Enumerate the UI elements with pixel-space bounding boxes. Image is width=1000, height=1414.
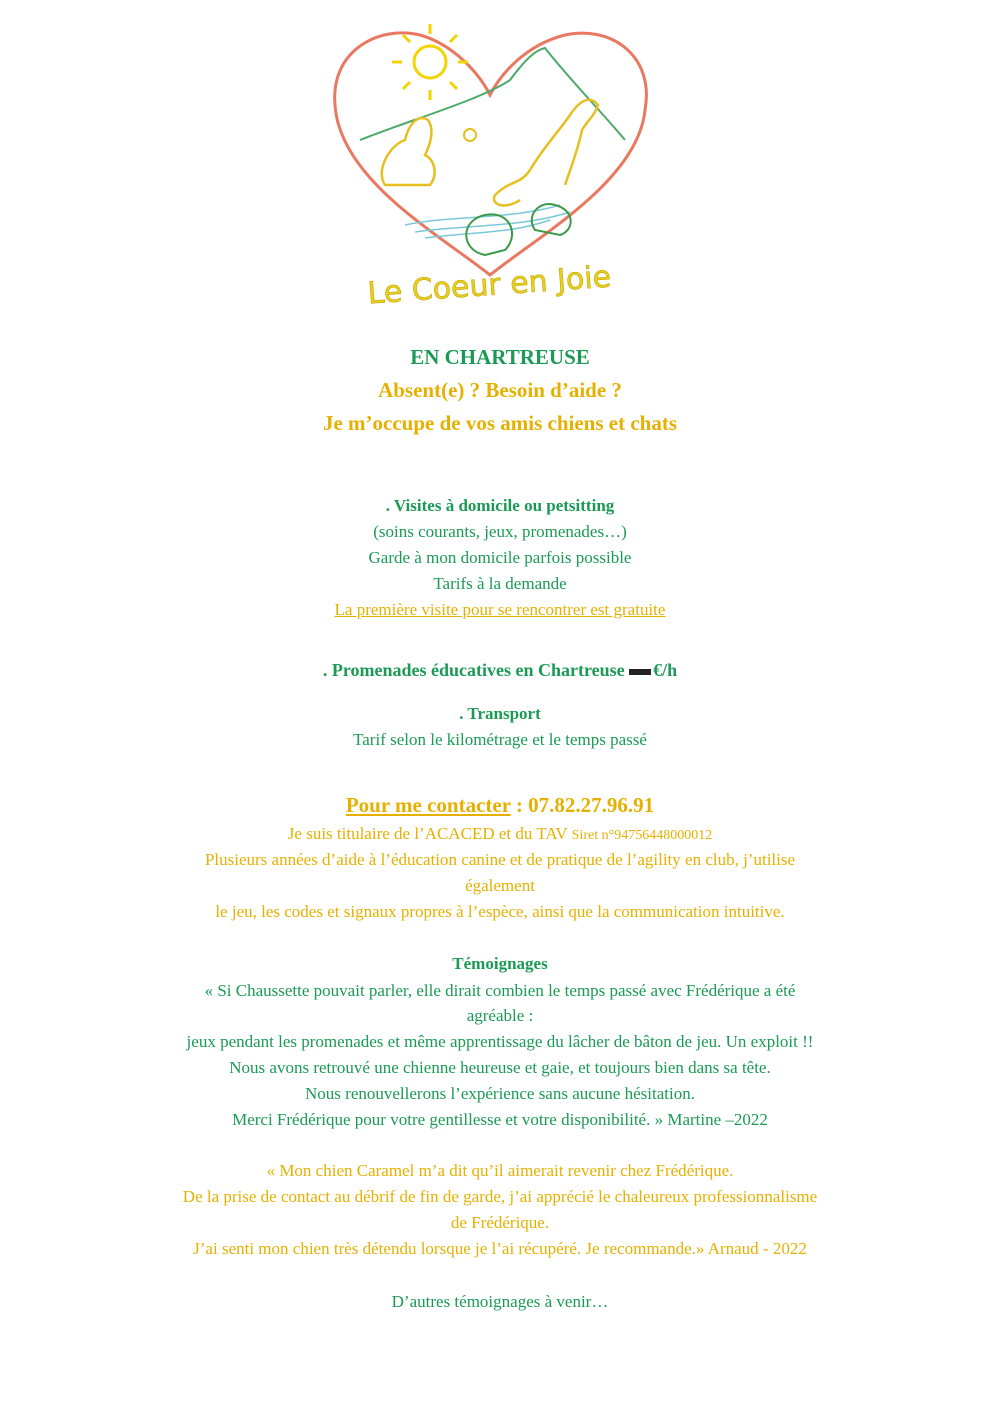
experience-3: le jeu, les codes et signaux propres à l’espèce, ainsi que la communication intuitive. — [215, 902, 785, 921]
home-care: Garde à mon domicile parfois possible — [368, 548, 632, 567]
tagline-1: Absent(e) ? Besoin d’aide ? — [378, 378, 622, 402]
qualifications-line — [0, 824, 1000, 846]
testimonial-1-line: Merci Frédérique pour votre gentillesse et votre disponibilité. » Martine –2022 — [232, 1110, 768, 1129]
sun-icon — [392, 24, 468, 100]
testimonial-1-line: Nous renouvellerons l’expérience sans aucune hésitation. — [305, 1084, 695, 1103]
logo-wordmark-group — [330, 250, 650, 330]
more-testimonials: D’autres témoignages à venir… — [391, 1292, 609, 1311]
transport-title: . Transport — [459, 704, 541, 723]
experience-2: également — [465, 876, 535, 895]
experience-1: Plusieurs années d’aide à l’éducation canine et de pratique de l’agility en club, j’utilise — [204, 850, 796, 869]
testimonial-1-line: jeux pendant les promenades et même apprentissage du lâcher de bâton de jeu. Un exploit !! — [186, 1032, 814, 1051]
qualifications: Je suis titulaire de l’ACACED et du TAV — [287, 824, 568, 843]
tagline-2: Je m’occupe de vos amis chiens et chats — [322, 411, 678, 435]
siret: Siret n°94756448000012 — [571, 828, 713, 843]
testimonial-2-line: De la prise de contact au débrif de fin de garde, j’ai apprécié le chaleureux professionnalisme — [182, 1187, 818, 1206]
contact-separator: : — [510, 793, 529, 817]
logo-wordmark — [330, 250, 650, 330]
testimonial-1-line: Nous avons retrouvé une chienne heureuse et gaie, et toujours bien dans sa tête. — [229, 1058, 771, 1077]
testimonial-1-line: « Si Chaussette pouvait parler, elle dirait combien le temps passé avec Frédérique a été — [204, 981, 796, 1000]
walks-rate: €/h — [653, 660, 678, 680]
contact-line — [0, 792, 1000, 818]
first-visit-offer: La première visite pour se rencontrer est gratuite — [334, 600, 666, 619]
testimonial-2-line: J’ai senti mon chien très détendu lorsque je l’ai récupéré. Je recommande.» Arnaud - 2022 — [193, 1239, 807, 1258]
ball-icon — [464, 129, 476, 141]
walks-line — [0, 660, 1000, 680]
visits-detail: (soins courants, jeux, promenades…) — [373, 522, 627, 541]
logo-wordmark-text: Le Coeur en Joie — [366, 259, 613, 312]
region-title: EN CHARTREUSE — [410, 345, 590, 369]
transport-detail: Tarif selon le kilométrage et le temps passé — [353, 730, 647, 749]
testimonial-2-line: « Mon chien Caramel m’a dit qu’il aimerait revenir chez Frédérique. — [266, 1161, 734, 1180]
contact-phone[interactable]: 07.82.27.96.91 — [528, 793, 655, 817]
contact-label: Pour me contacter — [345, 793, 511, 817]
leaf-icon — [466, 204, 570, 255]
visits-title: . Visites à domicile ou petsitting — [385, 496, 615, 515]
testimonial-1-line: agréable : — [466, 1006, 534, 1025]
redacted-price — [629, 669, 651, 675]
pricing: Tarifs à la demande — [433, 574, 567, 593]
heart-outline — [335, 33, 647, 275]
testimonials-title: Témoignages — [452, 954, 548, 973]
dog-outline — [494, 100, 598, 206]
walks-title: . Promenades éducatives en Chartreuse — [322, 660, 625, 680]
testimonial-2-line: de Frédérique. — [450, 1213, 550, 1232]
